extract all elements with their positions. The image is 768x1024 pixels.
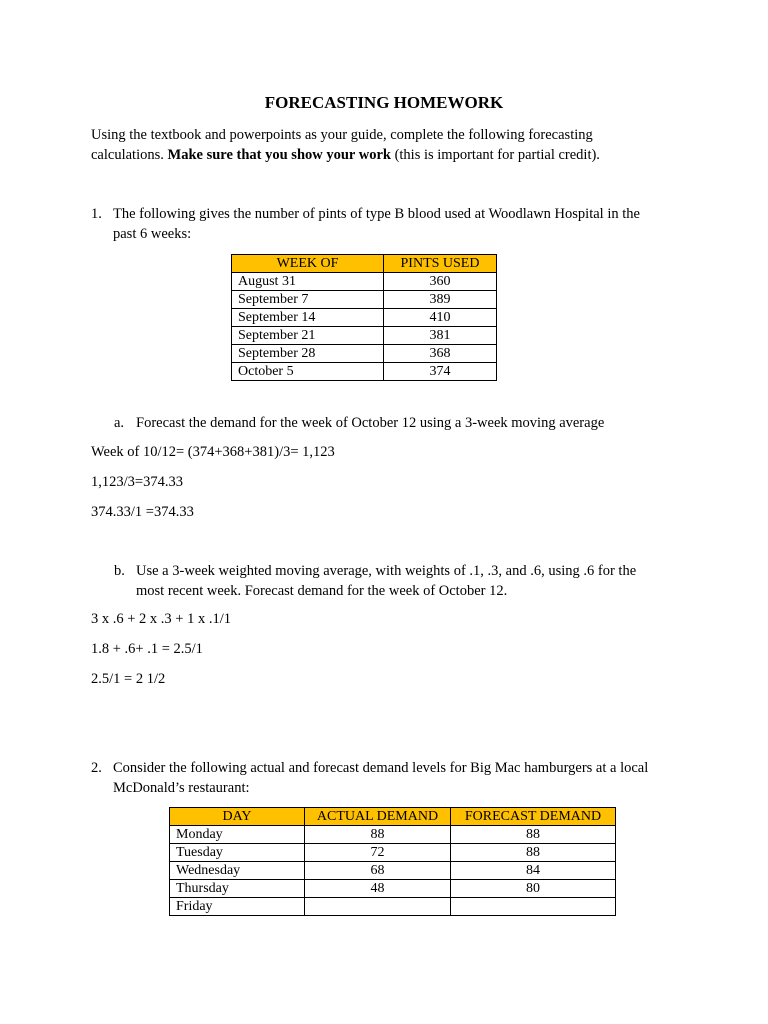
cell-actual: 48 [305,880,451,898]
table-row [170,826,616,844]
table-row [232,273,497,291]
cell-pints: 381 [384,327,497,345]
cell-forecast [451,898,616,916]
table-header-row [232,255,497,273]
cell-actual: 72 [305,844,451,862]
cell-pints: 389 [384,291,497,309]
q2-number: 2. [91,760,102,776]
q1b-label: b. [114,563,125,579]
q1b-work-1: 3 x .6 + 2 x .3 + 1 x .1/1 [91,611,232,627]
table-row [170,844,616,862]
col-header-forecast: FORECAST DEMAND [451,808,616,826]
q1-text-line-2: past 6 weeks: [113,226,192,242]
intro-line-1: Using the textbook and powerpoints as your guide, complete the following forecasting [91,127,593,143]
col-header-week: WEEK OF [232,255,384,273]
cell-day: Tuesday [170,844,305,862]
q1b-work-3: 2.5/1 = 2 1/2 [91,671,166,687]
q1a-work-1: Week of 10/12= (374+368+381)/3= 1,123 [91,444,335,460]
cell-forecast: 88 [451,826,616,844]
table-row [170,898,616,916]
cell-forecast: 84 [451,862,616,880]
q2-text-line-1: Consider the following actual and forecast demand levels for Big Mac hamburgers at a local [113,760,649,776]
blood-table [231,254,497,381]
intro-line-2: calculations. Make sure that you show your work (this is important for partial credit). [91,147,600,163]
table-row [232,345,497,363]
cell-week: September 28 [232,345,384,363]
cell-day: Wednesday [170,862,305,880]
cell-forecast: 80 [451,880,616,898]
q2-text-line-2: McDonald’s restaurant: [113,780,250,796]
table-row [170,880,616,898]
cell-week: August 31 [232,273,384,291]
q1a-work-2: 1,123/3=374.33 [91,474,183,490]
col-header-actual: ACTUAL DEMAND [305,808,451,826]
cell-actual: 88 [305,826,451,844]
table-header-row [170,808,616,826]
q1a-text: Forecast the demand for the week of October 12 using a 3-week moving average [136,415,605,431]
demand-table [169,807,616,916]
cell-day: Monday [170,826,305,844]
cell-pints: 410 [384,309,497,327]
cell-week: September 21 [232,327,384,345]
q1-number: 1. [91,206,102,222]
table-row [232,291,497,309]
q1b-text-line-2: most recent week. Forecast demand for the week of October 12. [136,583,508,599]
q1b-text-line-1: Use a 3-week weighted moving average, with weights of .1, .3, and .6, using .6 for the [136,563,637,579]
cell-pints: 368 [384,345,497,363]
q1a-work-3: 374.33/1 =374.33 [91,504,194,520]
cell-pints: 374 [384,363,497,381]
cell-week: September 14 [232,309,384,327]
table-row [232,327,497,345]
cell-day: Thursday [170,880,305,898]
cell-actual: 68 [305,862,451,880]
cell-week: September 7 [232,291,384,309]
table-row [170,862,616,880]
cell-week: October 5 [232,363,384,381]
q1a-label: a. [114,415,125,431]
col-header-day: DAY [170,808,305,826]
intro-emphasis: Make sure that you show your work [167,147,391,163]
q1b-work-2: 1.8 + .6+ .1 = 2.5/1 [91,641,203,657]
cell-actual [305,898,451,916]
cell-forecast: 88 [451,844,616,862]
q1-text-line-1: The following gives the number of pints of type B blood used at Woodlawn Hospital in the [113,206,640,222]
page-title: FORECASTING HOMEWORK [264,93,504,112]
cell-pints: 360 [384,273,497,291]
cell-day: Friday [170,898,305,916]
table-row [232,363,497,381]
table-row [232,309,497,327]
col-header-pints: PINTS USED [384,255,497,273]
